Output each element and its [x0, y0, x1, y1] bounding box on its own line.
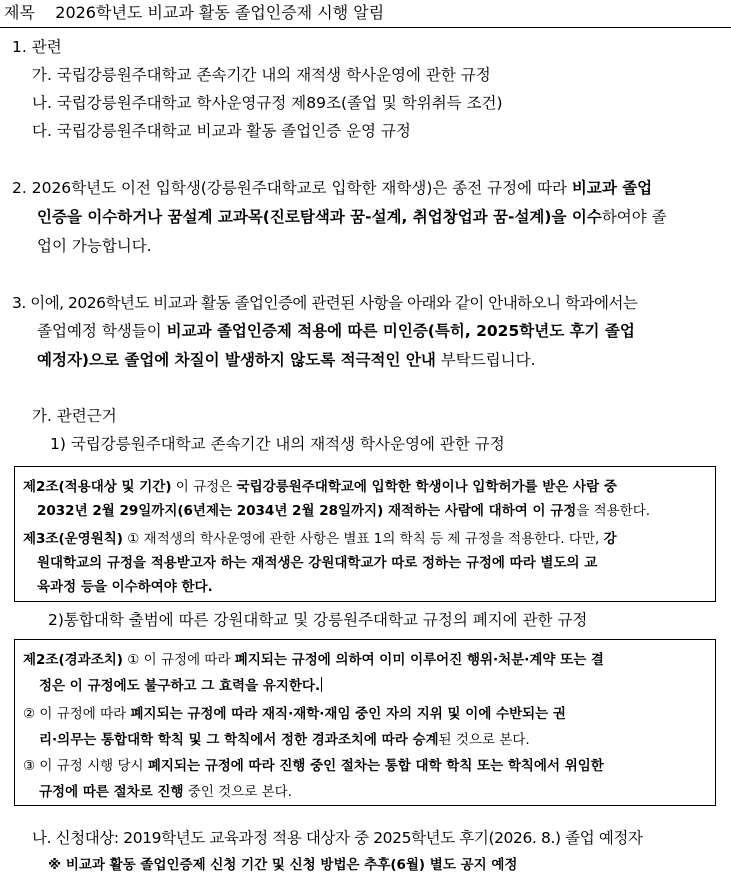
section2-line1: 2. 2026학년도 이전 입학생(강릉원주대학교로 입학한 재학생)은 종전 규정에 따라 비교과 졸업	[12, 179, 653, 197]
section1-item-na: 나. 국립강릉원주대학교 학사운영규정 제89조(졸업 및 학위취득 조건)	[32, 94, 503, 112]
application-target: 나. 신청대상: 2019학년도 교육과정 적용 대상자 중 2025학년도 후기(2026. 8.) 졸업 예정자	[32, 829, 643, 847]
box1-line2: 2032년 2월 29일까지(6년제는 2034년 2월 28일까지) 재적하는 사람에 대하여 이 규정을 적용한다.	[37, 503, 651, 519]
box1-line5: 육과정 등을 이수하여야 한다.	[37, 579, 213, 595]
box2-line5: ③ 이 규정 시행 당시 폐지되는 규정에 따라 진행 중인 절차는 통합 대학 학칙 또는 학칙에서 위임한	[23, 758, 604, 774]
section3-line3: 예정자)으로 졸업에 차질이 발생하지 않도록 적극적인 안내 부탁드립니다.	[37, 351, 536, 369]
box2-line1: 제2조(경과조치) ① 이 규정에 따라 폐지되는 규정에 의하여 이미 이루어진 행위·처분·계약 또는 결	[23, 652, 604, 668]
document-title	[4, 2, 384, 24]
section1-item-ga: 가. 국립강릉원주대학교 존속기간 내의 재적생 학사운영에 관한 규정	[32, 66, 491, 84]
section3-line1: 3. 이에, 2026학년도 비교과 활동 졸업인증에 관련된 사항을 아래와 같이 안내하오니 학과에서는	[12, 294, 638, 312]
title-prefix: 제목	[4, 3, 35, 22]
section2-line2: 인증을 이수하거나 꿈설계 교과목(진로탐색과 꿈-설계, 취업창업과 꿈-설계)을 이수하여야 졸	[37, 208, 667, 226]
box1-line3: 제3조(운영원칙) ① 재적생의 학사운영에 관한 사항은 별표 1의 학칙 등 제 규정을 적용한다. 다만, 강	[23, 531, 617, 547]
box1-line1: 제2조(적용대상 및 기간) 이 규정은 국립강릉원주대학교에 입학한 학생이나 입학허가를 받은 사람 중	[23, 479, 617, 495]
basis-sub2: 2)통합대학 출범에 따른 강원대학교 및 강릉원주대학교 규정의 폐지에 관한 규정	[48, 611, 588, 629]
basis-heading: 가. 관련근거	[32, 407, 117, 425]
application-note: ※ 비교과 활동 졸업인증제 신청 기간 및 신청 방법은 추후(6월) 별도 공지 예정	[48, 857, 518, 873]
title-text: 2026학년도 비교과 활동 졸업인증제 시행 알림	[55, 3, 385, 22]
section3-line2: 졸업예정 학생들이 비교과 졸업인증제 적용에 따른 미인증(특히, 2025학년도 후기 졸업	[37, 322, 635, 340]
box2-line2: 정은 이 규정에도 불구하고 그 효력을 유지한다.	[39, 678, 321, 694]
section1-item-da: 다. 국립강릉원주대학교 비교과 활동 졸업인증 운영 규정	[32, 122, 411, 140]
basis-sub1: 1) 국립강릉원주대학교 존속기간 내의 재적생 학사운영에 관한 규정	[50, 435, 505, 453]
box2-line6: 규정에 따른 절차로 진행 중인 것으로 본다.	[39, 784, 292, 800]
regulation-box-2	[14, 639, 716, 806]
section2-line3: 업이 가능합니다.	[37, 237, 152, 255]
text-cursor	[321, 677, 322, 692]
box1-line4: 원대학교의 규정을 적용받고자 하는 재적생은 강원대학교가 따로 정하는 규정에 따라 별도의 교	[37, 555, 598, 571]
box2-line4: 리·의무는 통합대학 학칙 및 그 학칙에서 정한 경과조치에 따라 승계된 것으로 본다.	[39, 732, 530, 748]
title-divider	[0, 27, 731, 28]
section1-heading: 1. 관련	[12, 38, 62, 56]
box2-line3: ② 이 규정에 따라 폐지되는 규정에 따라 재직·재학·재임 중인 자의 지위 및 이에 수반되는 권	[23, 706, 566, 722]
regulation-box-1	[14, 466, 716, 602]
